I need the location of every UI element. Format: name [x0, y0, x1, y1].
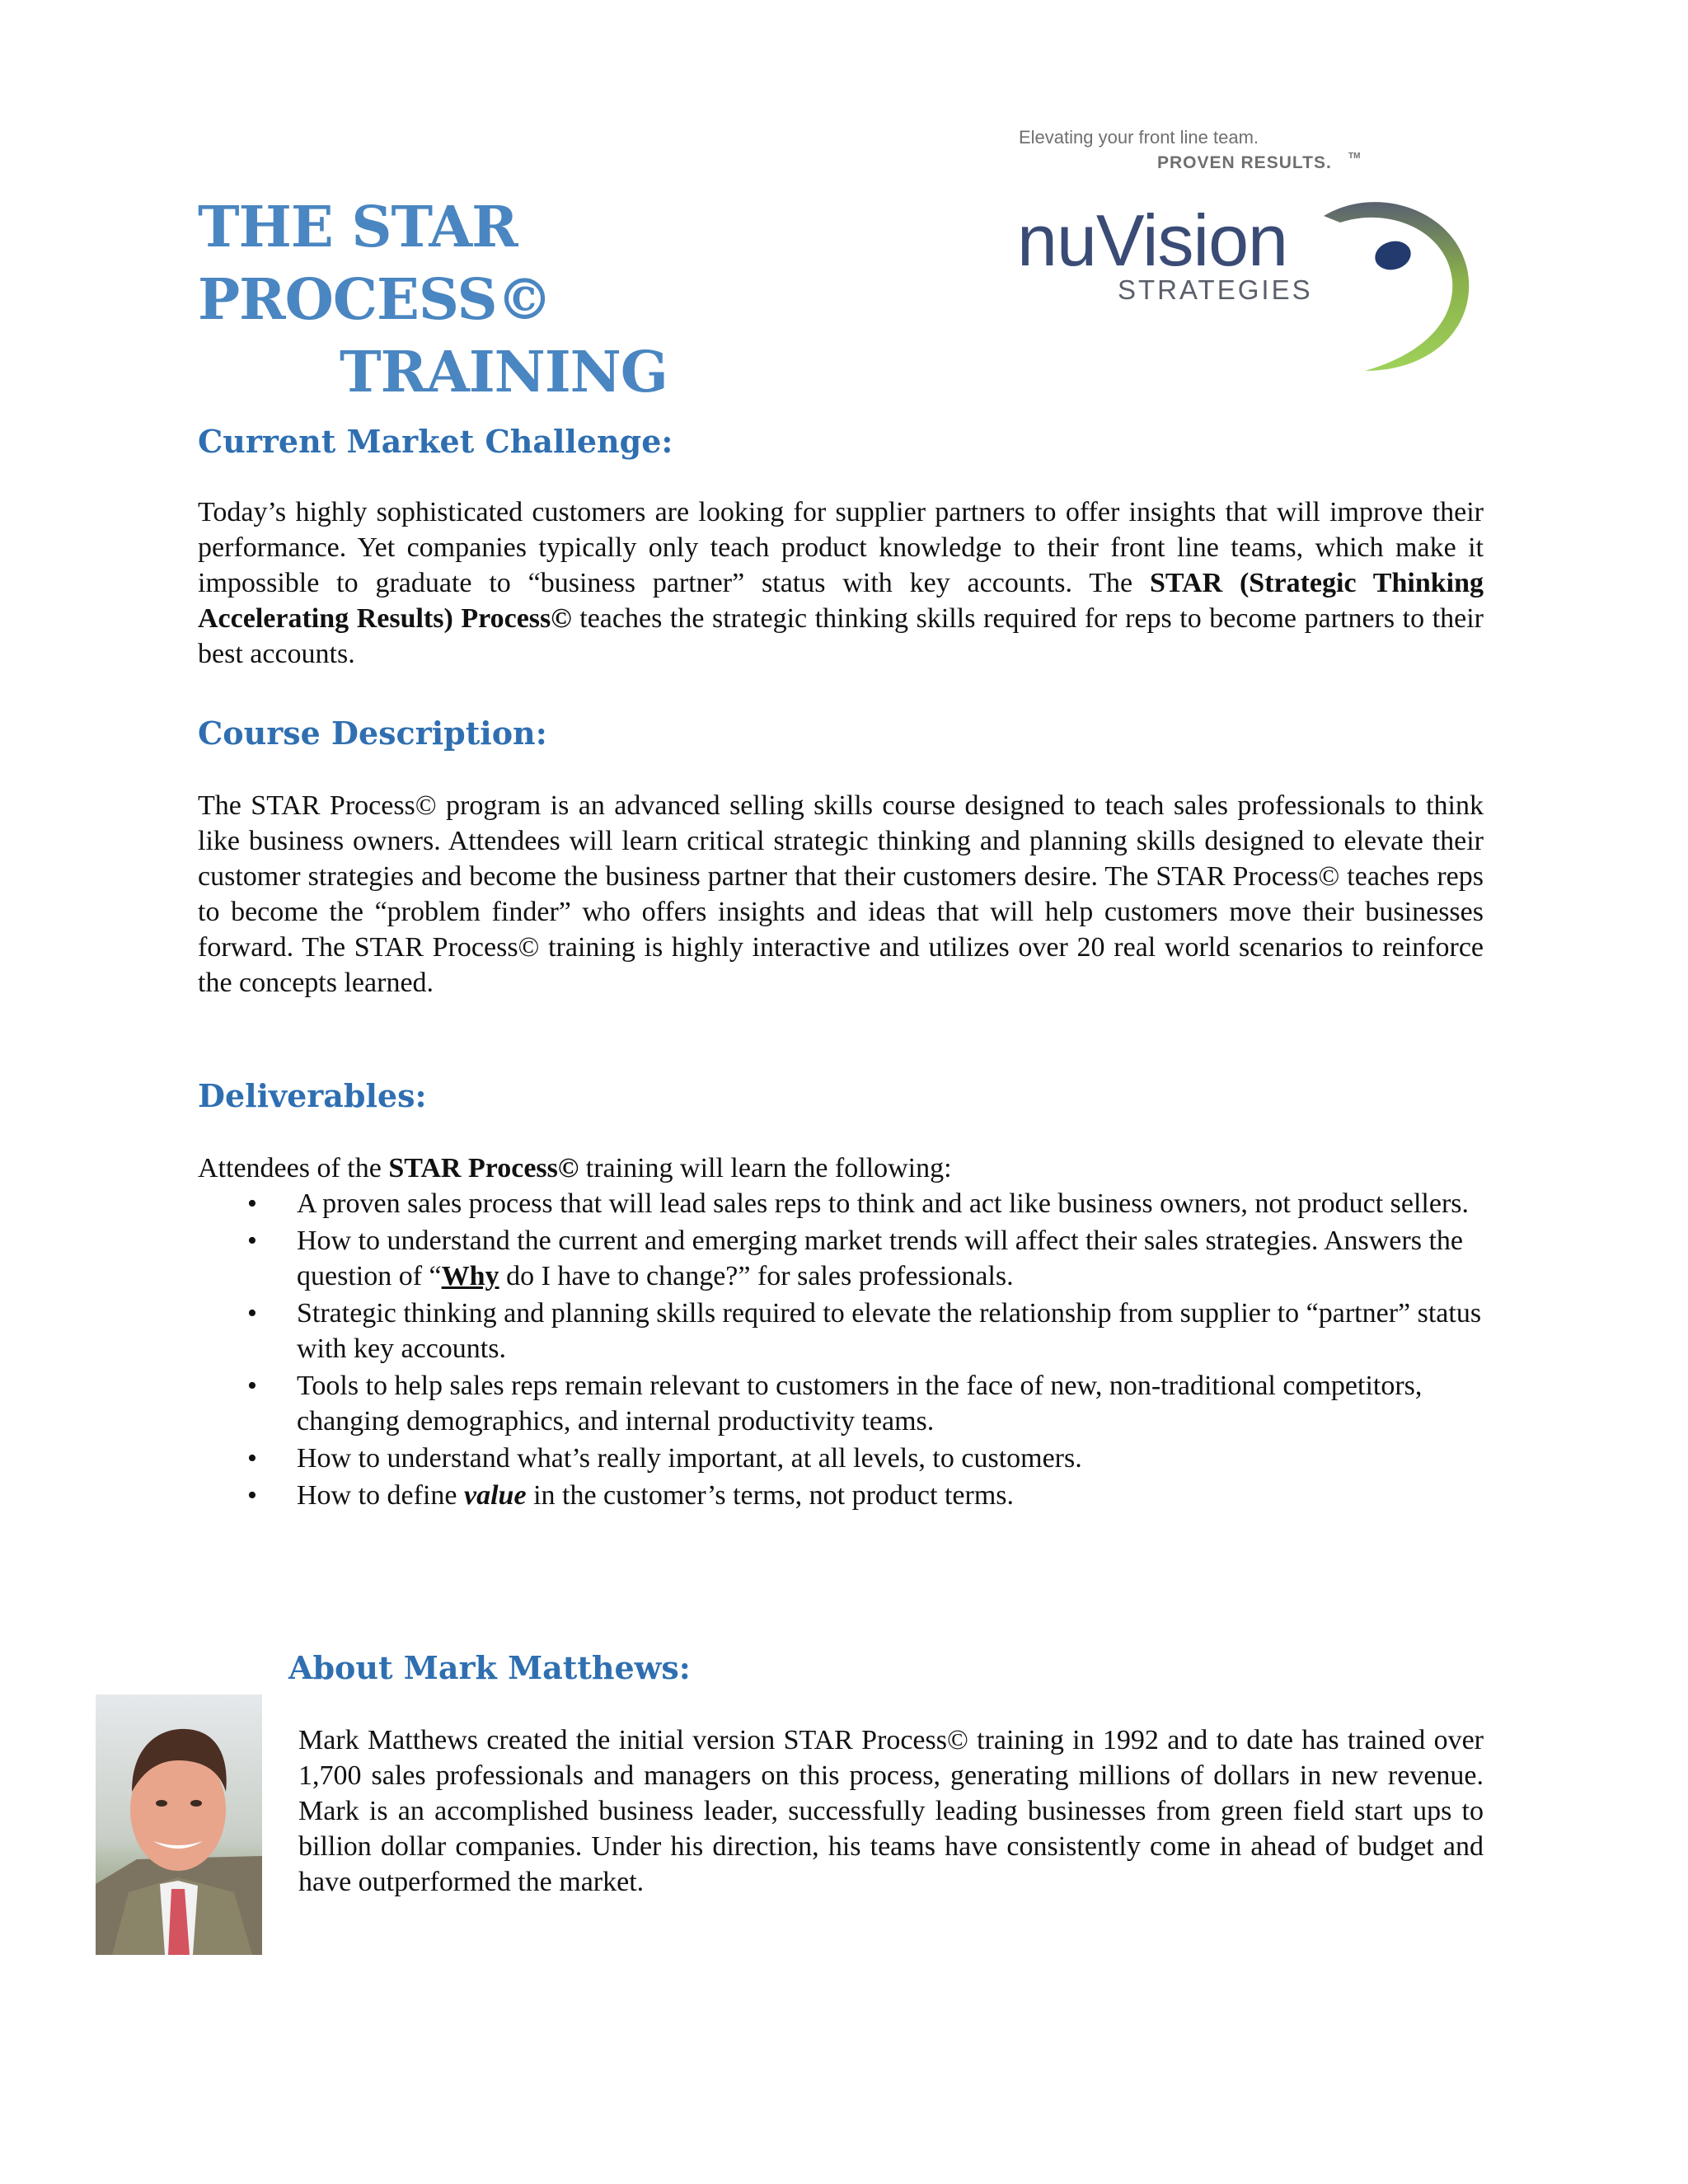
list-item-text: in the customer’s terms, not product terms.	[526, 1480, 1014, 1511]
nuvision-logo	[1019, 124, 1497, 379]
list-item	[198, 1368, 1484, 1439]
list-item-text: do I have to change?” for sales professionals.	[499, 1261, 1014, 1291]
list-item-text: How to understand the current and emerging market trends will affect their sales strategies. Answers the question of “	[297, 1226, 1463, 1291]
logo-subtitle: STRATEGIES	[1118, 274, 1313, 305]
section-course-description	[198, 714, 1484, 1001]
logo-tagline-results: PROVEN RESULTS.	[1157, 153, 1332, 172]
market-text-1: Today’s highly sophisticated customers are looking for supplier partners to offer insights that will improve their performance. Yet companies typically only teach product knowledge to their front line teams, which make it impossible to graduate to “business partner” status with key accounts. The	[198, 497, 1484, 598]
section-about	[288, 1648, 1484, 1688]
list-item-emphasis: value	[464, 1480, 527, 1511]
list-item-text: How to understand what’s really important, at all levels, to customers.	[297, 1443, 1082, 1474]
bullet-icon: •	[247, 1188, 257, 1219]
list-item	[198, 1223, 1484, 1294]
bullet-icon: •	[247, 1443, 257, 1474]
list-item	[198, 1186, 1484, 1221]
logo-wordmark: nuVision	[1017, 199, 1287, 281]
course-heading: Course Description:	[198, 715, 547, 752]
title-line-1: THE STAR PROCESS©	[198, 194, 552, 333]
logo-trademark: TM	[1348, 152, 1361, 161]
section-deliverables	[198, 1076, 1484, 1515]
portrait-photo	[96, 1694, 262, 1955]
about-heading: About Mark Matthews:	[288, 1649, 691, 1686]
list-item	[198, 1296, 1484, 1366]
list-item-emphasis: Why	[441, 1261, 499, 1291]
market-paragraph	[198, 494, 1484, 672]
market-heading: Current Market Challenge:	[198, 423, 673, 460]
market-text-2: teaches the strategic thinking skills required for reps to become partners to their best accounts.	[198, 603, 1484, 669]
deliverables-list	[198, 1186, 1484, 1513]
title-line-2: TRAINING	[340, 340, 668, 405]
bullet-icon: •	[247, 1298, 257, 1329]
deliverables-heading: Deliverables:	[198, 1077, 427, 1114]
intro-text-2: training will learn the following:	[579, 1153, 952, 1183]
bullet-icon: •	[247, 1226, 257, 1256]
section-about-body	[298, 1722, 1484, 1900]
bullet-icon: •	[247, 1371, 257, 1401]
market-text-bold: STAR (Strategic Thinking Accelerating Results) Process©	[198, 568, 1484, 634]
list-item-text: How to define	[297, 1480, 465, 1511]
course-paragraph: The STAR Process© program is an advanced selling skills course designed to teach sales professionals to think like business owners. Attendees will learn critical strategic thinking and planning skills designed to elevate their customer strategies and become the business partner that their customers desire. The STAR Process© teaches reps to become the “problem finder” who offers insights and ideas that will help customers move their businesses forward. The STAR Process© training is highly interactive and utilizes over 20 real world scenarios to reinforce the concepts learned.	[198, 790, 1484, 998]
about-paragraph: Mark Matthews created the initial version STAR Process© training in 1992 and to date has trained over 1,700 sales professionals and managers on this process, generating millions of dollars in new revenue. Mark is an accomplished business leader, successfully leading businesses from green field start ups to billion dollar companies. Under his direction, his teams have consistently come in ahead of budget and have outperformed the market.	[298, 1725, 1484, 1897]
page-title	[198, 191, 857, 409]
logo-tagline: Elevating your front line team.	[1019, 127, 1259, 148]
list-item-text: Strategic thinking and planning skills required to elevate the relationship from supplier to “partner” status with key accounts.	[297, 1298, 1482, 1364]
intro-bold: STAR Process©	[388, 1153, 579, 1183]
list-item-text: Tools to help sales reps remain relevant to customers in the face of new, non-traditional competitors, changing demographics, and internal productivity teams.	[297, 1371, 1423, 1436]
list-item	[198, 1478, 1484, 1513]
list-item-text: A proven sales process that will lead sales reps to think and act like business owners, not product sellers.	[297, 1188, 1470, 1219]
section-market-challenge	[198, 422, 1484, 672]
bullet-icon: •	[247, 1480, 257, 1511]
intro-text-1: Attendees of the	[198, 1153, 389, 1183]
deliverables-intro	[198, 1151, 1484, 1186]
list-item	[198, 1441, 1484, 1476]
